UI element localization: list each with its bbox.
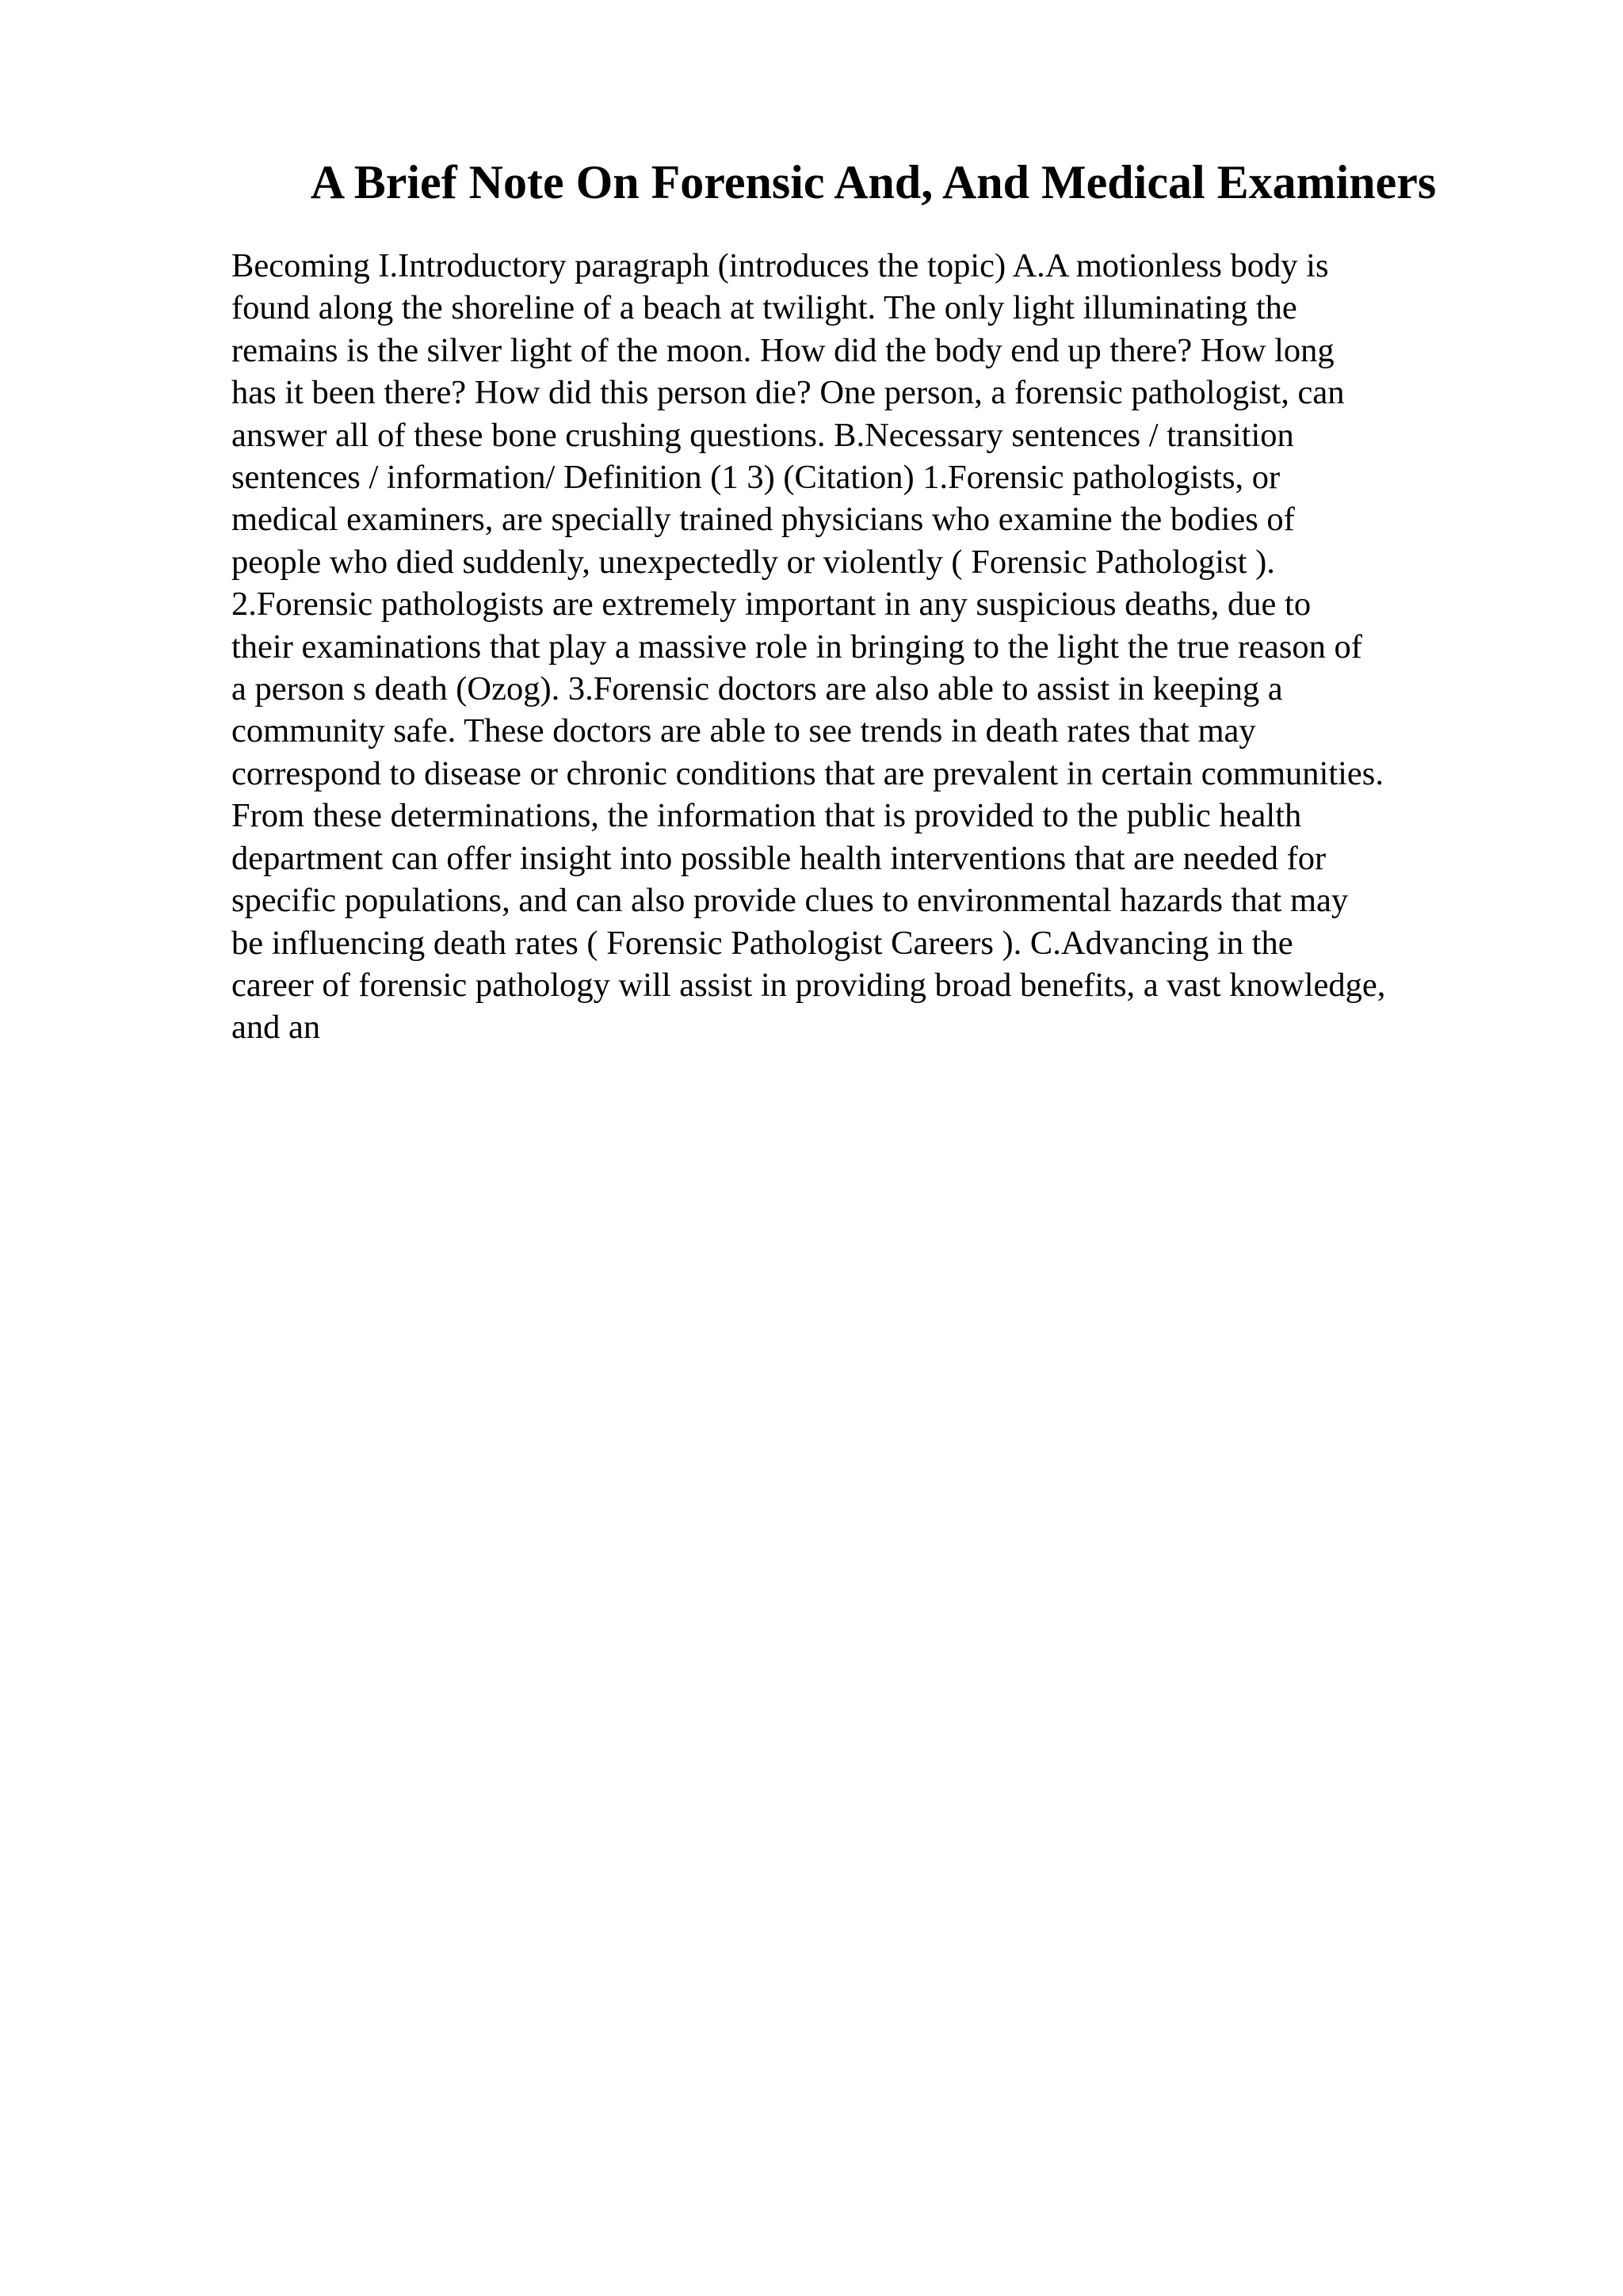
body-line: Becoming I.Introductory paragraph (introduces the topic) A.A motionless body is	[231, 247, 1329, 284]
document-title: A Brief Note On Forensic And, And Medical Examiners	[310, 156, 1437, 208]
body-line: sentences / information/ Definition (1 3) (Citation) 1.Forensic pathologists, or	[231, 459, 1281, 497]
body-line: and an	[231, 1009, 321, 1047]
body-line: remains is the silver light of the moon. How did the body end up there? How long	[231, 331, 1335, 369]
body-paragraph	[231, 245, 1515, 1049]
body-line: 2.Forensic pathologists are extremely important in any suspicious deaths, due to	[231, 585, 1312, 624]
body-line: specific populations, and can also provide clues to environmental hazards that may	[231, 882, 1349, 920]
body-line: From these determinations, the information that is provided to the public health	[231, 797, 1302, 835]
body-line: has it been there? How did this person die? One person, a forensic pathologist, can	[231, 374, 1345, 412]
body-line: be influencing death rates ( Forensic Pathologist Careers ). C.Advancing in the	[231, 924, 1293, 962]
body-line: community safe. These doctors are able to see trends in death rates that may	[231, 712, 1256, 750]
body-line: people who died suddenly, unexpectedly or violently ( Forensic Pathologist ).	[231, 543, 1275, 581]
body-line: career of forensic pathology will assist in providing broad benefits, a vast knowledge,	[231, 966, 1386, 1004]
body-line: their examinations that play a massive role in bringing to the light the true reason of	[231, 627, 1362, 666]
body-line: a person s death (Ozog). 3.Forensic doctors are also able to assist in keeping a	[231, 670, 1283, 708]
body-line: medical examiners, are specially trained physicians who examine the bodies of	[231, 501, 1295, 539]
body-line: found along the shoreline of a beach at twilight. The only light illuminating the	[231, 289, 1297, 327]
body-line: answer all of these bone crushing questions. B.Necessary sentences / transition	[231, 416, 1294, 454]
body-line: department can offer insight into possible health interventions that are needed for	[231, 839, 1327, 877]
body-line: correspond to disease or chronic conditions that are prevalent in certain communities.	[231, 754, 1384, 792]
